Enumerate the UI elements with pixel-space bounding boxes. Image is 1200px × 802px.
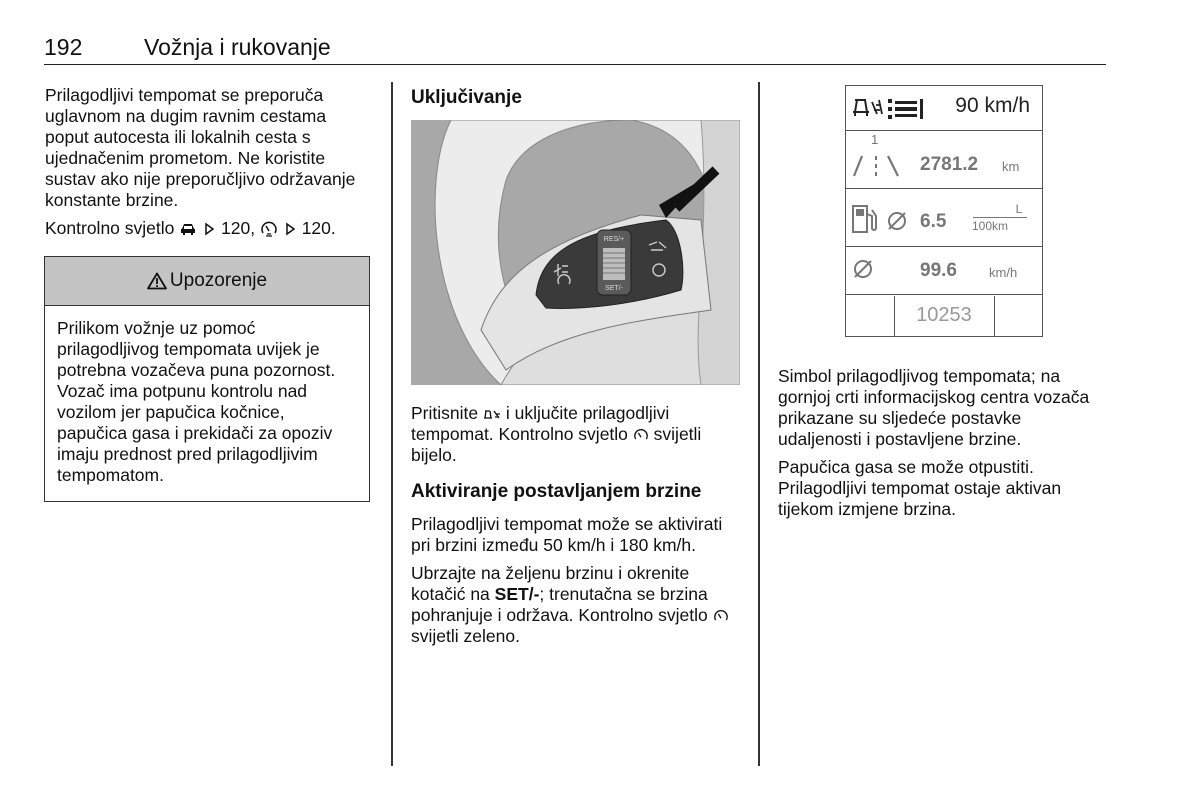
accelerate-text-3: svijetli zeleno. — [411, 626, 520, 646]
display-avg-speed-line — [846, 248, 1042, 295]
average-icon — [886, 210, 908, 232]
display-trip-line — [846, 132, 1042, 189]
total-odometer-value: 10253 — [916, 304, 972, 326]
control-light-prefix: Kontrolno svjetlo — [45, 218, 175, 238]
following-distance-icon — [888, 99, 924, 119]
accelerate-text-2: ; trenutačna se brzina pohranjuje i održava. Kontrolno svjetlo — [411, 584, 708, 625]
page-reference-2[interactable]: 120. — [301, 218, 336, 238]
display-consumption-line — [846, 190, 1042, 247]
acc-speedometer-icon — [633, 428, 649, 443]
fuel-pump-icon — [852, 204, 878, 234]
warning-text: Prilikom vožnje uz pomoć prilagodljivog tempomata uvijek je potrebna vozačeva puna pozornost. Vozač ima potpunu kontrolu nad vozilom jer papučica kočnice, papučica gasa i prekidači za opoziv imaju prednost pred prilagodljivim tempomatom. — [57, 318, 336, 485]
acc-speedometer-icon — [260, 221, 278, 237]
set-minus-label: SET/- — [494, 584, 540, 604]
speed-range-paragraph: Prilagodljivi tempomat može se aktivirati pri brzini između 50 km/h i 180 km/h. — [411, 514, 723, 555]
intro-paragraph: Prilagodljivi tempomat se preporuča uglavnom na dugim ravnim cestama poput autocesta ili lokalnih cesta s ujednačenim prometom. Ne koristite sustav ako nije preporučljivo održavanje konstante brzine. — [45, 85, 356, 210]
page-number: 192 — [44, 34, 83, 60]
display-top-line — [846, 86, 1042, 131]
car-ahead-icon — [179, 222, 197, 236]
accelerate-paragraph — [411, 563, 741, 647]
odometer-left-cell — [846, 296, 895, 336]
page-header — [44, 34, 1106, 65]
reference-arrow-icon — [283, 222, 297, 236]
roller-res-label: RES/+ — [603, 236, 625, 243]
page-reference-1[interactable]: 120, — [221, 218, 256, 238]
column-2-text — [411, 403, 741, 654]
steering-wheel-illustration — [411, 120, 740, 385]
warning-triangle-icon — [147, 272, 167, 290]
avg-speed-value: 99.6 — [920, 260, 957, 281]
press-text-2: i uključite prilagodljivi tempomat. Kontrolno svjetlo — [411, 403, 670, 444]
column-divider-2 — [758, 82, 760, 766]
accelerator-release-paragraph: Papučica gasa se može otpustiti. Prilagodljivi tempomat ostaje aktivan tijekom izmjene brzina. — [778, 457, 1062, 519]
activation-paragraph — [411, 403, 741, 466]
warning-box — [44, 256, 370, 502]
column-divider-1 — [391, 82, 393, 766]
control-light-line — [45, 218, 370, 239]
set-speed-readout: 90 km/h — [955, 94, 1030, 117]
display-description: Simbol prilagodljivog tempomata; na gornjoj crti informacijskog centra vozača prikazane su sljedeće postavke udaljenosti i postavljene brzine. — [778, 366, 1090, 449]
lane-number: 1 — [871, 132, 879, 147]
display-odometer-line — [846, 296, 1042, 336]
consumption-unit-bottom: 100km — [972, 219, 1009, 233]
column-2 — [411, 86, 741, 110]
acc-button-icon — [483, 408, 501, 421]
page-title: Vožnja i rukovanje — [144, 34, 331, 60]
info-centre-display — [845, 85, 1043, 337]
trip-odometer-value: 2781.2 — [920, 154, 979, 175]
odometer-right-cell — [994, 296, 1043, 336]
accelerate-text: Ubrzajte na željenu brzinu i okrenite kotačić na — [411, 563, 690, 604]
consumption-unit-divider — [973, 217, 1027, 218]
acc-speedometer-icon — [713, 609, 729, 624]
warning-header — [45, 257, 369, 306]
warning-title: Upozorenje — [169, 270, 268, 291]
avg-speed-unit: km/h — [989, 265, 1018, 280]
roller-set-label: SET/- — [605, 285, 623, 292]
acc-car-icon — [852, 96, 884, 120]
press-text: Pritisnite — [411, 403, 479, 423]
reference-arrow-icon — [202, 222, 216, 236]
column-3-text — [778, 366, 1108, 527]
consumption-unit-top: L — [1015, 202, 1023, 216]
avg-consumption-value: 6.5 — [920, 211, 947, 232]
lane-road-icon — [852, 148, 908, 178]
press-text-3: svijetli bijelo. — [411, 424, 702, 465]
column-1 — [45, 85, 370, 246]
average-icon — [852, 258, 874, 280]
heading-set-speed: Aktiviranje postavljanjem brzine — [411, 481, 702, 502]
trip-odometer-unit: km — [1002, 159, 1020, 174]
heading-activation: Uključivanje — [411, 87, 522, 108]
